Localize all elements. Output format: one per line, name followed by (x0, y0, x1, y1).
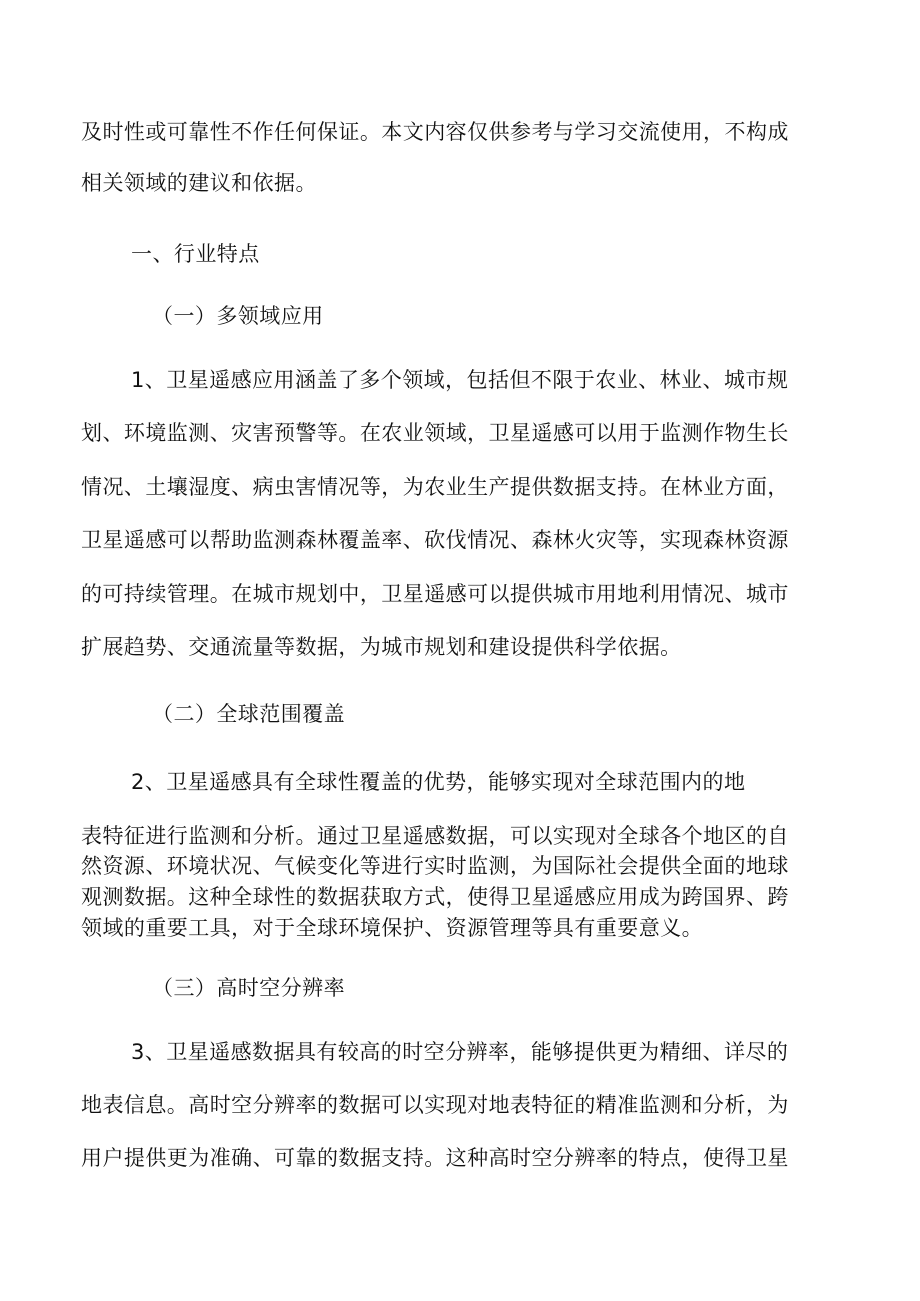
section-heading: 一、行业特点 (131, 242, 260, 266)
paragraph-1-line-3: 情况、土壤湿度、病虫害情况等，为农业生产提供数据支持。在林业方面， (81, 475, 789, 499)
paragraph-1-line-1: 1、卫星遥感应用涵盖了多个领域，包括但不限于农业、林业、城市规 (131, 368, 789, 392)
paragraph-3-line-1: 3、卫星遥感数据具有较高的时空分辨率，能够提供更为精细、详尽的 (131, 1040, 789, 1064)
subsection-heading-2: （二）全球范围覆盖 (152, 702, 346, 726)
subsection-heading-3: （三）高时空分辨率 (152, 976, 346, 1000)
intro-line-2: 相关领域的建议和依据。 (81, 171, 317, 195)
paragraph-3-line-3: 用户提供更为准确、可靠的数据支持。这种高时空分辨率的特点，使得卫星 (81, 1146, 789, 1170)
paragraph-2-line-3: 然资源、环境状况、气候变化等进行实时监测，为国际社会提供全面的地球 (81, 854, 789, 878)
paragraph-2-line-5: 领域的重要工具，对于全球环境保护、资源管理等具有重要意义。 (81, 916, 704, 940)
paragraph-3-line-2: 地表信息。高时空分辨率的数据可以实现对地表特征的精准监测和分析，为 (81, 1093, 789, 1117)
paragraph-2-line-2: 表特征进行监测和分析。通过卫星遥感数据，可以实现对全球各个地区的自 (81, 824, 789, 848)
paragraph-2-line-1: 2、卫星遥感具有全球性覆盖的优势，能够实现对全球范围内的地 (131, 770, 746, 794)
intro-line-1: 及时性或可靠性不作任何保证。本文内容仅供参考与学习交流使用，不构成 (81, 120, 789, 144)
paragraph-2-line-4: 观测数据。这种全球性的数据获取方式，使得卫星遥感应用成为跨国界、跨 (81, 885, 789, 909)
subsection-heading-1: （一）多领域应用 (152, 304, 324, 328)
paragraph-1-line-4: 卫星遥感可以帮助监测森林覆盖率、砍伐情况、森林火灾等，实现森林资源 (81, 528, 789, 552)
paragraph-1-line-5: 的可持续管理。在城市规划中，卫星遥感可以提供城市用地利用情况、城市 (81, 582, 789, 606)
paragraph-1-line-2: 划、环境监测、灾害预警等。在农业领域，卫星遥感可以用于监测作物生长 (81, 421, 789, 445)
paragraph-1-line-6: 扩展趋势、交通流量等数据，为城市规划和建设提供科学依据。 (81, 635, 682, 659)
